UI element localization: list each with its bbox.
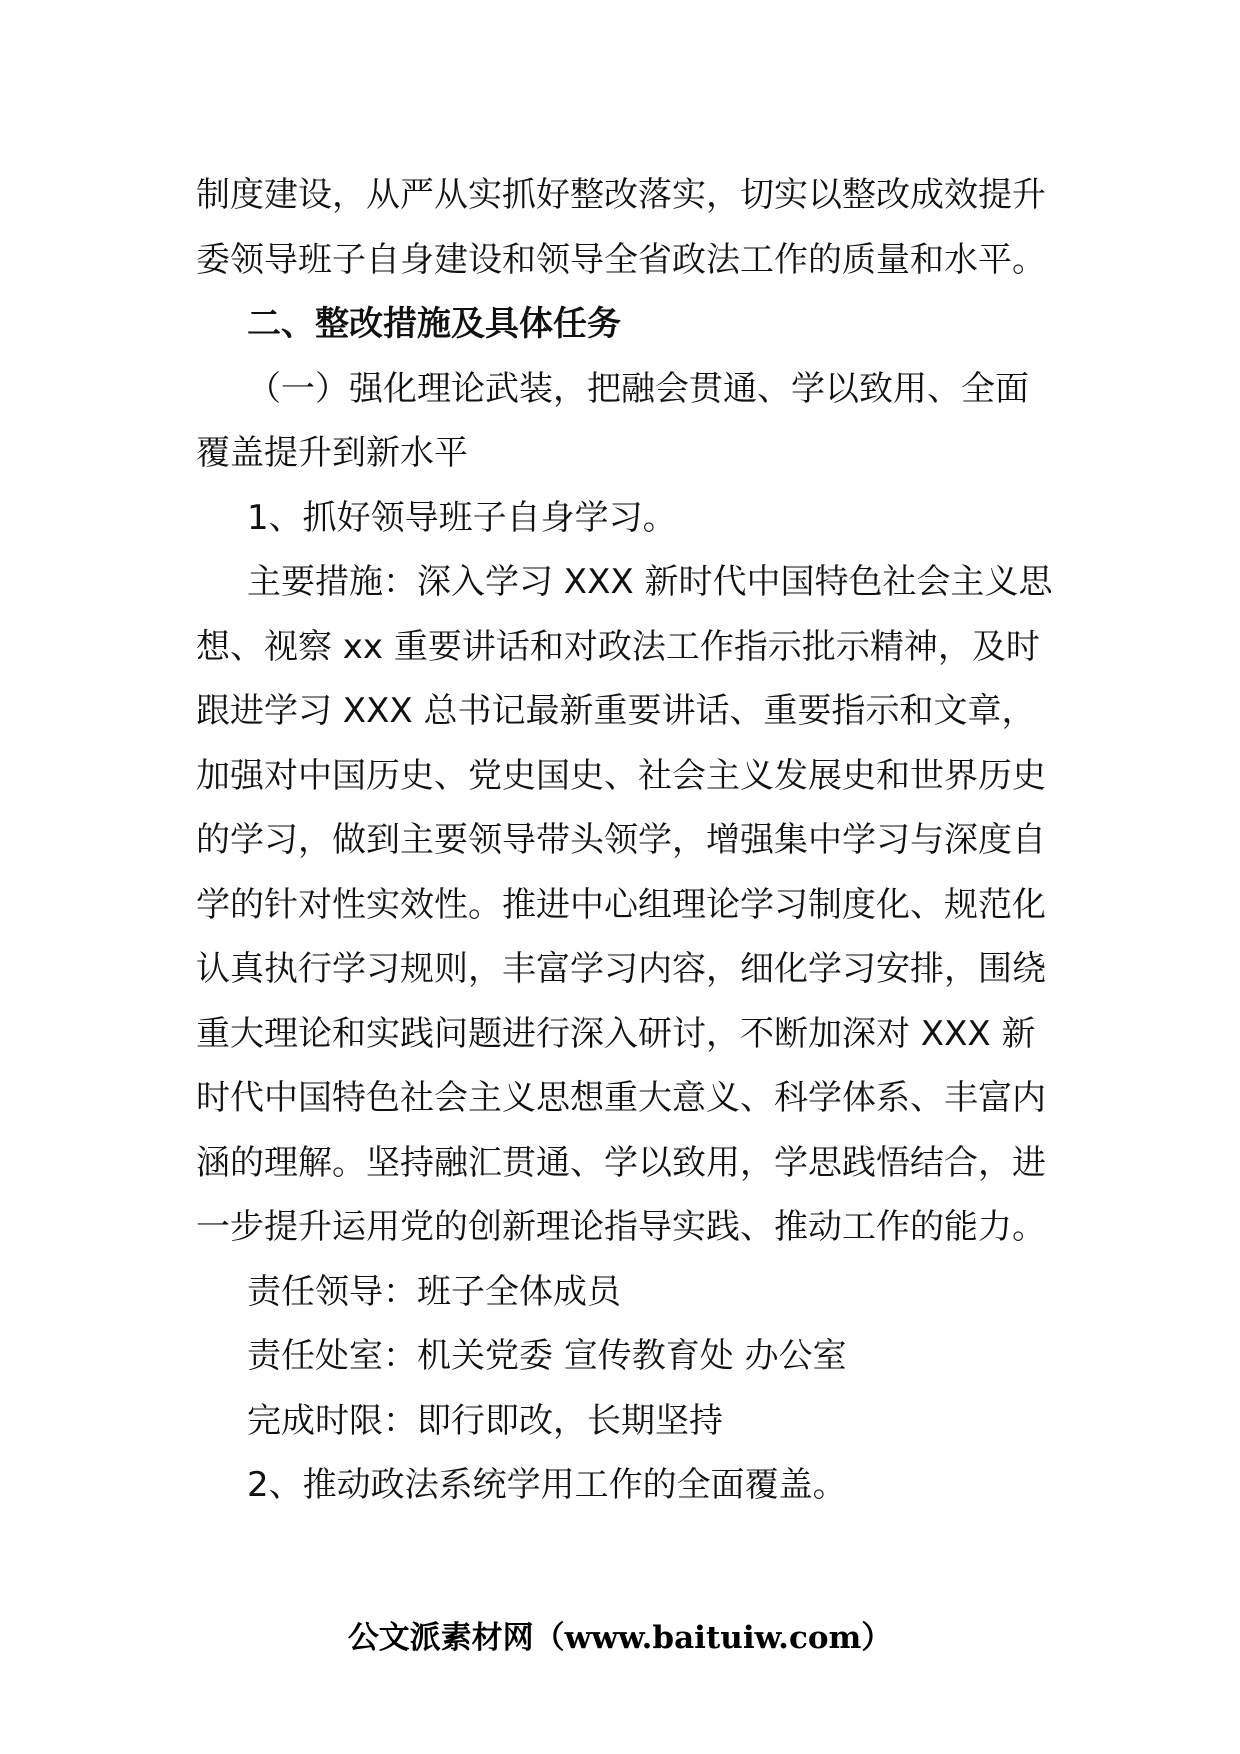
measures-line-1: 主要措施：深入学习 XXX 新时代中国特色社会主义思	[247, 562, 1053, 602]
measures-line-8: 重大理论和实践问题进行深入研讨，不断加深对 XXX 新	[196, 1013, 1036, 1054]
measures-line-10: 涵的理解。坚持融汇贯通、学以致用，学思践悟结合，进	[196, 1142, 1046, 1183]
measures-line-3: 跟进学习 XXX 总书记最新重要讲话、重要指示和文章，	[196, 691, 1036, 731]
measures-line-11: 一步提升运用党的创新理论指导实践、推动工作的能力。	[196, 1207, 1046, 1247]
footer-watermark: 公文派素材网（www.baituiw.com）	[347, 1620, 893, 1656]
measures-line-6: 学的针对性实效性。推进中心组理论学习制度化、规范化	[196, 884, 1046, 925]
section-heading: 二、整改措施及具体任务	[247, 304, 621, 344]
task-item-2: 2、推动政法系统学用工作的全面覆盖。	[247, 1465, 847, 1505]
body-line-1: 制度建设，从严从实抓好整改落实，切实以整改成效提升	[196, 175, 1046, 215]
responsible-leader: 责任领导：班子全体成员	[247, 1271, 621, 1312]
body-line-2: 委领导班子自身建设和领导全省政法工作的质量和水平。	[196, 239, 1046, 280]
measures-line-5: 的学习，做到主要领导带头领学，增强集中学习与深度自	[196, 820, 1046, 860]
subsection-title-line-2: 覆盖提升到新水平	[196, 433, 468, 473]
measures-line-7: 认真执行学习规则，丰富学习内容，细化学习安排，围绕	[196, 949, 1046, 989]
measures-line-4: 加强对中国历史、党史国史、社会主义发展史和世界历史	[196, 755, 1046, 796]
responsible-office: 责任处室：机关党委 宣传教育处 办公室	[247, 1336, 847, 1376]
measures-line-9: 时代中国特色社会主义思想重大意义、科学体系、丰富内	[196, 1078, 1046, 1118]
subsection-title-line-1: （一）强化理论武装，把融会贯通、学以致用、全面	[247, 368, 1029, 409]
task-item-1: 1、抓好领导班子自身学习。	[247, 497, 677, 538]
deadline: 完成时限：即行即改，长期坚持	[247, 1400, 723, 1441]
document-body	[196, 163, 1056, 1518]
measures-line-2: 想、视察 xx 重要讲话和对政法工作指示批示精神，及时	[196, 626, 1040, 667]
